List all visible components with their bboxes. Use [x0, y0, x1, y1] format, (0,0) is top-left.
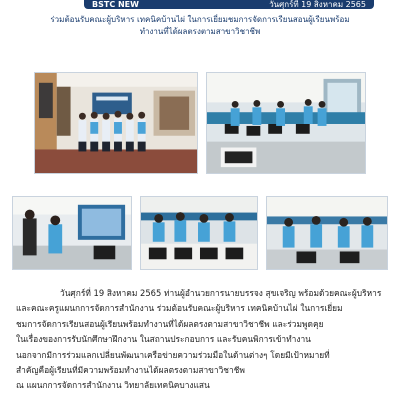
- body-line: สำคัญคือผู้เรียนที่มีความพร้อมทำงานได้ผลตรงตามสาขาวิชาชีพ: [16, 365, 245, 376]
- body-line: ณ แผนกการจัดการสำนักงาน วิทยาลัยเทคนิคบางแสน: [16, 380, 210, 391]
- body-line: และคณะครูแผนกการจัดการสำนักงาน ร่วมต้อนรับคณะผู้บริหาร เทคนิคบ้านไผ่ ในการเยี่ยม: [16, 303, 343, 314]
- photo-presentation-at-board: [12, 196, 132, 270]
- headline-line: ร่วมต้อนรับคณะผู้บริหาร เทคนิคบ้านไผ่ ในการเยี่ยมชมการจัดการเรียนสอนผู้เรียนพร้อม: [50, 15, 350, 24]
- headline: [30, 14, 370, 38]
- newsletter-header-bar: [84, 0, 374, 9]
- body-line: วันศุกร์ที่ 19 สิงหาคม 2565 ท่านผู้อำนวยการนายบรรจง สุขเจริญ พร้อมด้วยคณะผู้บริหาร: [60, 288, 382, 298]
- issue-date: วันศุกร์ที่ 19 สิงหาคม 2565: [269, 0, 366, 9]
- photo-students-at-computers: [140, 196, 258, 270]
- photo-computer-lab-meeting: [206, 72, 366, 174]
- photo-group-in-showroom: [34, 72, 198, 174]
- headline-line: ทำงานที่ได้ผลตรงตามสาขาวิชาชีพ: [139, 27, 261, 36]
- article-body: [16, 286, 388, 394]
- body-line: ชมการจัดการเรียนสอนผู้เรียนพร้อมทำงานที่ได้ผลตรงตามสาขาวิชาชีพ และร่วมพูดคุย: [16, 318, 324, 329]
- photo-lab-tour: [266, 196, 388, 270]
- body-line: ในเรื่องของการรับนักศึกษาฝึกงาน ในสถานประกอบการ และรับคนพิการเข้าทำงาน: [16, 334, 311, 345]
- newsletter-brand: BSTC NEW: [92, 0, 139, 9]
- body-line: นอกจากมีการร่วมแลกเปลี่ยนพัฒนาเครือข่ายความร่วมมือในด้านต่างๆ โดยมีเป้าหมายที่: [16, 349, 330, 360]
